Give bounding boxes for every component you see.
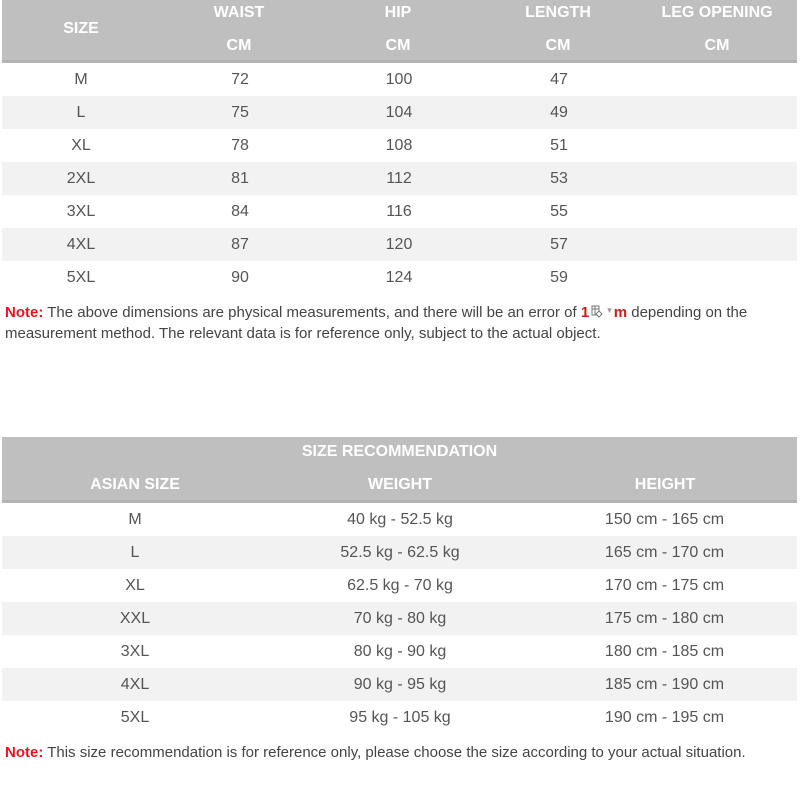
header-length: LENGTH <box>525 4 591 21</box>
cell-hip: 104 <box>385 103 413 121</box>
cell-hip: 124 <box>385 268 413 286</box>
size-chart-body <box>2 63 797 294</box>
cell-length: 57 <box>550 235 568 253</box>
header-weight: WEIGHT <box>368 476 432 493</box>
cell-hip: 112 <box>386 169 412 187</box>
header-leg-opening: LEG OPENING <box>661 4 773 21</box>
recommendation-body <box>2 503 797 734</box>
cell-weight: 80 kg - 90 kg <box>353 642 447 660</box>
table-row <box>2 569 797 602</box>
paste-options-icon[interactable] <box>591 305 605 318</box>
cell-length: 53 <box>550 169 568 187</box>
size-chart-header <box>2 0 797 63</box>
table-row <box>2 261 797 294</box>
recommendation-note <box>5 742 797 763</box>
cell-weight: 62.5 kg - 70 kg <box>347 576 453 594</box>
header-height: HEIGHT <box>634 476 696 493</box>
cell-weight: 95 kg - 105 kg <box>349 708 451 726</box>
header-size: SIZE <box>63 20 99 37</box>
header-leg-opening-unit: CM <box>704 37 730 54</box>
header-hip: HIP <box>384 4 412 21</box>
cell-height: 175 cm - 180 cm <box>604 609 725 627</box>
header-waist-unit: CM <box>226 37 252 54</box>
table-row <box>2 63 797 96</box>
cell-height: 190 cm - 195 cm <box>604 708 725 726</box>
cell-weight: 90 kg - 95 kg <box>353 675 447 693</box>
recommendation-title: SIZE RECOMMENDATION <box>301 443 498 460</box>
cell-size: M <box>74 70 88 88</box>
table-row <box>2 701 797 734</box>
table-row <box>2 195 797 228</box>
cell-length: 59 <box>550 268 568 286</box>
table-row <box>2 536 797 569</box>
cell-size: XL <box>71 136 91 154</box>
header-hip-unit: CM <box>385 37 411 54</box>
cell-height: 150 cm - 165 cm <box>604 510 725 528</box>
cell-asian-size: XL <box>125 576 145 594</box>
note-label: Note: <box>5 744 44 761</box>
table-row <box>2 602 797 635</box>
cell-waist: 90 <box>231 268 249 286</box>
error-value-start: 1 <box>580 304 590 321</box>
note-label: Note: <box>5 304 44 321</box>
cell-size: L <box>76 103 86 121</box>
cell-length: 55 <box>550 202 568 220</box>
table-row <box>2 503 797 536</box>
cell-size: 2XL <box>66 169 96 187</box>
cell-hip: 116 <box>386 202 412 220</box>
cell-height: 180 cm - 185 cm <box>604 642 725 660</box>
measurement-note <box>5 300 797 344</box>
note-text-after: depending on the measurement method. The relevant data is for reference only, subject to the actual object. <box>5 304 748 342</box>
cell-waist: 78 <box>231 136 249 154</box>
table-row <box>2 129 797 162</box>
recommendation-header <box>2 437 797 503</box>
cell-waist: 84 <box>231 202 249 220</box>
note-text-before: The above dimensions are physical measurements, and there will be an error of <box>43 304 581 321</box>
cell-hip: 100 <box>385 70 413 88</box>
cell-length: 49 <box>550 103 568 121</box>
cell-asian-size: 4XL <box>120 675 150 693</box>
table-row <box>2 96 797 129</box>
table-row <box>2 635 797 668</box>
cell-asian-size: 3XL <box>120 642 150 660</box>
header-waist: WAIST <box>213 4 265 21</box>
header-length-unit: CM <box>545 37 571 54</box>
cell-weight: 70 kg - 80 kg <box>353 609 447 627</box>
cell-weight: 40 kg - 52.5 kg <box>347 510 453 528</box>
cell-waist: 72 <box>231 70 249 88</box>
cell-height: 185 cm - 190 cm <box>604 675 725 693</box>
cell-height: 165 cm - 170 cm <box>604 543 725 561</box>
error-value-end: m <box>613 304 628 321</box>
note-text: This size recommendation is for reference only, please choose the size according to your actual situation. <box>43 744 746 761</box>
cell-length: 47 <box>550 70 568 88</box>
cell-waist: 75 <box>231 103 249 121</box>
cell-asian-size: XXL <box>119 609 151 627</box>
table-row <box>2 668 797 701</box>
cell-waist: 81 <box>231 169 249 187</box>
cell-weight: 52.5 kg - 62.5 kg <box>340 543 460 561</box>
cell-hip: 108 <box>385 136 413 154</box>
cell-size: 4XL <box>66 235 96 253</box>
table-row <box>2 162 797 195</box>
cell-length: 51 <box>550 136 568 154</box>
header-asian-size: ASIAN SIZE <box>90 476 180 493</box>
cell-size: 5XL <box>66 268 96 286</box>
cell-asian-size: M <box>128 510 142 528</box>
size-chart-table <box>2 0 797 294</box>
cell-waist: 87 <box>231 235 249 253</box>
table-row <box>2 228 797 261</box>
cell-asian-size: L <box>130 543 140 561</box>
cell-asian-size: 5XL <box>120 708 150 726</box>
cell-size: 3XL <box>66 202 96 220</box>
size-recommendation-table <box>2 437 797 734</box>
cell-height: 170 cm - 175 cm <box>604 576 725 594</box>
chevron-down-icon[interactable]: ▾ <box>607 305 612 315</box>
cell-hip: 120 <box>385 235 413 253</box>
